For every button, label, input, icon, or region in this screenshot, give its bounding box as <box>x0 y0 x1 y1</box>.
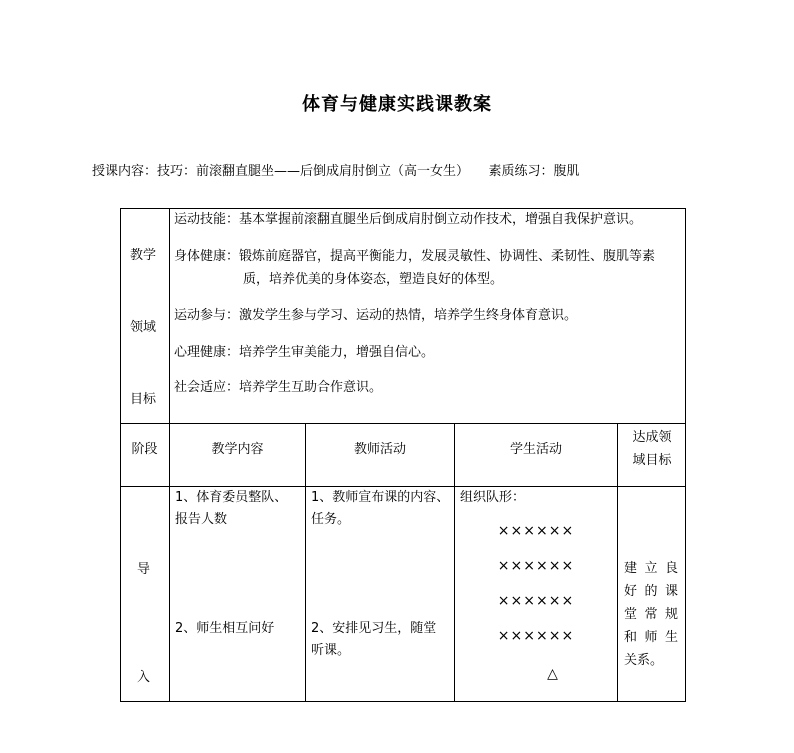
goal-cell-line-4: 和师生 <box>624 630 678 645</box>
col-divider-2 <box>305 423 306 702</box>
goal-cell-line-2: 好的课 <box>624 584 678 599</box>
header-student: 学生活动 <box>509 442 562 457</box>
goal-label: 运动参与： <box>174 308 240 323</box>
goal-text: 培养学生审美能力，增强自信心。 <box>239 345 435 360</box>
teacher-item-1: 1、教师宣布课的内容、 <box>311 490 450 505</box>
goal-participation <box>174 304 577 327</box>
teacher-item-2-cont: 听课。 <box>311 643 351 658</box>
formation-row-4: ×××××× <box>497 628 575 644</box>
content-item-2: 2、师生相互问好 <box>175 621 275 636</box>
header-goal-2: 域目标 <box>632 453 672 468</box>
goal-text: 培养学生互助合作意识。 <box>239 380 383 395</box>
formation-row-1: ×××××× <box>497 523 575 539</box>
goals-label-1: 教学 <box>130 248 157 263</box>
goal-text: 激发学生参与学习、运动的热情，培养学生终身体育意识。 <box>239 308 578 323</box>
goal-label: 社会适应： <box>174 380 240 395</box>
formation-row-2: ×××××× <box>497 558 575 574</box>
header-bottom-divider <box>120 486 686 487</box>
goal-physical-health <box>174 245 655 268</box>
goals-bottom-divider <box>120 423 686 424</box>
goal-motor-skill <box>174 208 642 231</box>
stage-char-2: 入 <box>137 670 151 685</box>
teacher-item-2: 2、安排见习生，随堂 <box>311 621 437 636</box>
teacher-position-marker: △ <box>547 666 559 682</box>
goal-physical-health-cont: 质，培养优美的身体姿态，塑造良好的体型。 <box>243 272 504 287</box>
goal-label: 运动技能： <box>174 212 240 227</box>
goal-social <box>174 376 382 399</box>
content-item-1-cont: 报告人数 <box>175 512 228 527</box>
header-teacher: 教师活动 <box>353 442 406 457</box>
goal-label: 心理健康： <box>174 345 240 360</box>
teacher-item-1-cont: 任务。 <box>311 512 351 527</box>
goals-label-divider <box>169 208 170 423</box>
lesson-subtitle: 授课内容：技巧：前滚翻直腿坐——后倒成肩肘倒立（高一女生） 素质练习：腹肌 <box>92 164 580 179</box>
goals-label-3: 目标 <box>130 392 157 407</box>
header-goal-1: 达成领 <box>632 430 672 445</box>
goal-label: 身体健康： <box>174 249 240 264</box>
goal-text: 锻炼前庭器官，提高平衡能力，发展灵敏性、协调性、柔韧性、腹肌等素 <box>239 249 656 264</box>
goal-text: 基本掌握前滚翻直腿坐后倒成肩肘倒立动作技术，增强自我保护意识。 <box>239 212 643 227</box>
goal-cell-line-3: 堂常规 <box>624 607 678 622</box>
col-divider-3 <box>454 423 455 702</box>
document-title: 体育与健康实践课教案 <box>302 94 492 115</box>
goal-mental-health <box>174 341 434 364</box>
col-divider-1 <box>169 423 170 702</box>
student-formation-label: 组织队形： <box>460 490 526 505</box>
content-item-1: 1、体育委员整队、 <box>175 490 288 505</box>
goals-label-2: 领域 <box>130 320 157 335</box>
stage-char-1: 导 <box>137 562 151 577</box>
goal-cell-line-1: 建立良 <box>624 561 678 576</box>
header-content: 教学内容 <box>211 442 264 457</box>
formation-row-3: ×××××× <box>497 593 575 609</box>
header-stage: 阶段 <box>131 442 158 457</box>
goal-cell-line-5: 关系。 <box>624 653 664 668</box>
